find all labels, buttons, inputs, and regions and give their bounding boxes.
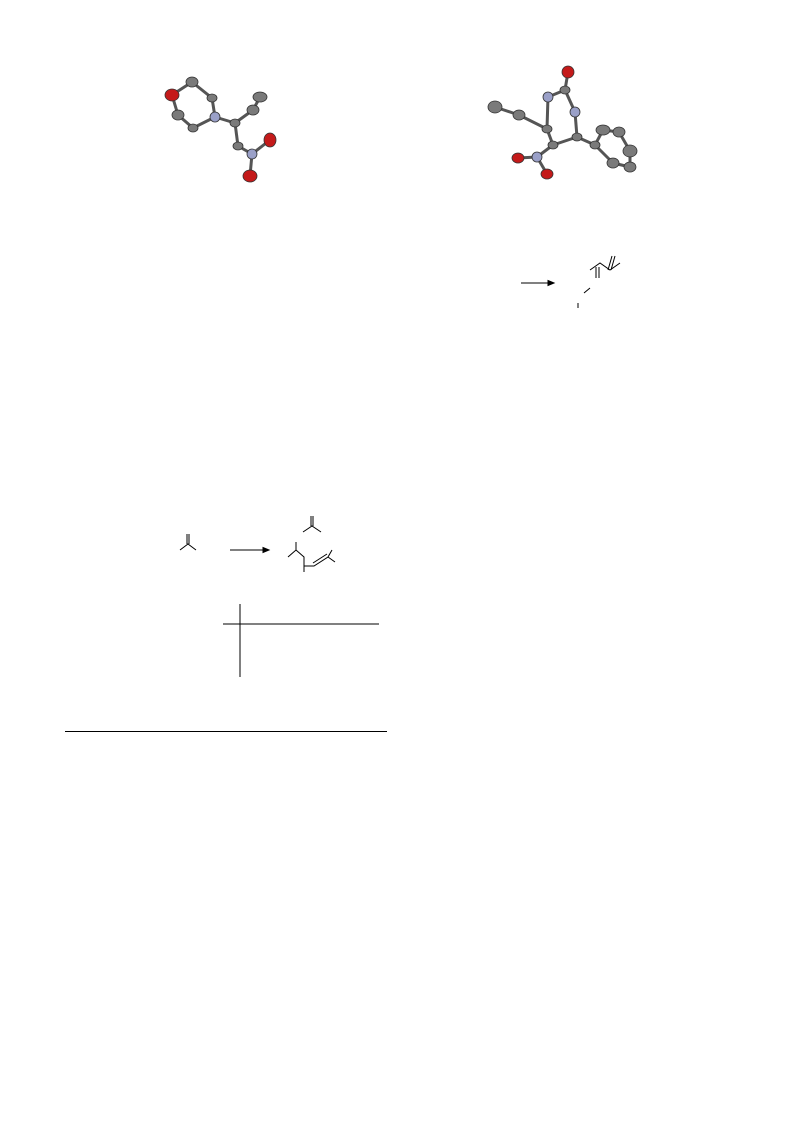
nitrogen-atom: [210, 112, 220, 122]
atoms: [165, 77, 276, 182]
product-lower-skeleton: [288, 542, 335, 572]
reactant-skeleton: [180, 534, 196, 550]
carbon-atom: [207, 94, 217, 102]
oxygen-atom: [541, 169, 553, 179]
carbon-atom: [542, 125, 552, 133]
atoms: [488, 66, 637, 179]
carbon-atom: [624, 162, 636, 172]
oxygen-atom: [264, 133, 276, 147]
carbon-atom: [186, 77, 198, 87]
product-upper-skeleton: [303, 516, 321, 532]
footnote-rule: [65, 731, 387, 732]
nitrogen-atom: [532, 152, 542, 162]
reaction-arrow-head: [263, 548, 269, 553]
table-frame: [215, 602, 385, 682]
carbon-atom: [623, 145, 637, 157]
carbon-atom: [548, 141, 558, 149]
carbon-atom: [172, 110, 184, 120]
ortep-structure-1: [150, 60, 290, 195]
carbon-atom: [230, 119, 240, 127]
oxygen-atom: [165, 89, 179, 101]
carbon-atom: [247, 105, 259, 115]
carbon-atom: [188, 124, 198, 132]
carbon-atom: [488, 101, 502, 113]
product-double-bond: [596, 267, 599, 278]
carbon-atom: [233, 142, 243, 150]
reaction-scheme-a: [510, 250, 645, 315]
reaction-arrow-head: [548, 281, 554, 286]
oxygen-atom: [243, 170, 257, 182]
carbon-atom: [572, 133, 582, 141]
nitrogen-atom: [570, 107, 580, 117]
nitrogen-atom: [247, 149, 257, 159]
carbon-atom: [596, 125, 610, 135]
product-bond-fragment: [584, 288, 590, 293]
nitrogen-atom: [543, 92, 553, 102]
oxygen-atom: [562, 66, 574, 78]
carbon-atom: [253, 92, 267, 102]
ortep-structure-2: [485, 55, 650, 205]
carbon-atom: [590, 141, 600, 149]
carbon-atom: [560, 86, 570, 94]
carbon-atom: [613, 127, 625, 137]
carbon-atom: [513, 110, 525, 120]
carbon-atom: [607, 158, 619, 168]
oxygen-atom: [512, 153, 524, 163]
product-skeleton: [590, 256, 620, 270]
reaction-scheme-b: [170, 510, 350, 580]
